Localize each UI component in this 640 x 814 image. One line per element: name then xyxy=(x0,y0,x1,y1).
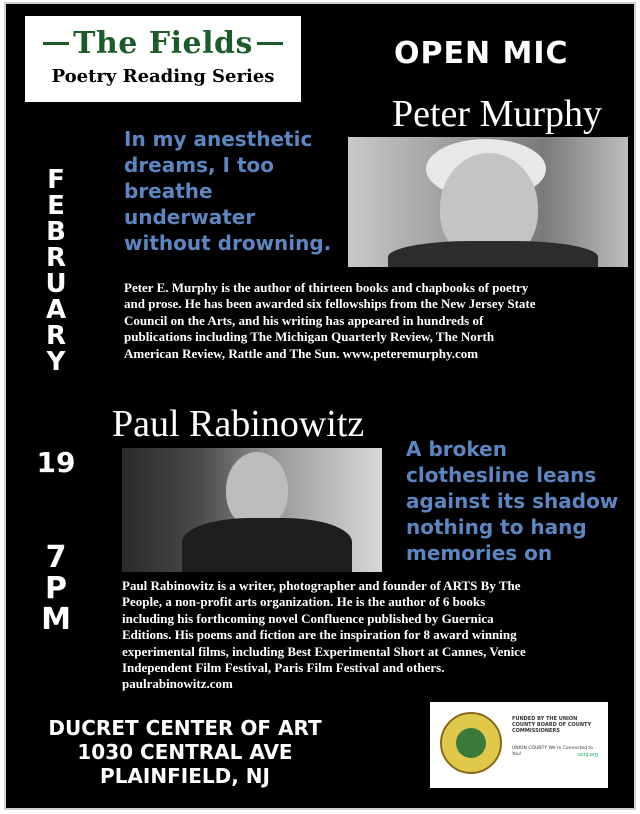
poet2-quote xyxy=(406,436,618,566)
event-month xyxy=(26,167,86,375)
bio-line: American Review, Rattle and The Sun. www.peteremurphy.com xyxy=(124,345,479,361)
shoulders-shape xyxy=(182,518,352,572)
sponsor-tagline: UNION COUNTY We're Connected to You! xyxy=(512,746,593,757)
quote-line: breathe xyxy=(124,179,213,203)
venue-line: DUCRET CENTER OF ART xyxy=(48,716,322,740)
quote-line: clothesline leans xyxy=(406,463,597,487)
poet2-name: Paul Rabinowitz xyxy=(112,403,365,445)
month-letter: R xyxy=(45,243,67,273)
series-title xyxy=(25,26,301,61)
poet1-quote xyxy=(124,126,331,256)
bio-line: People, a non-profit arts organization. He is the author of 6 books xyxy=(122,594,486,610)
time-char: 7 xyxy=(45,540,67,575)
event-time xyxy=(26,542,86,635)
bio-line: Peter E. Murphy is the author of thirteen books and chapbooks of poetry xyxy=(124,280,529,295)
time-char: M xyxy=(41,602,71,637)
quote-line: without drowning. xyxy=(124,231,332,255)
bio-line: and prose. He has been awarded six fellowships from the New Jersey State xyxy=(124,296,536,312)
series-subtitle: Poetry Reading Series xyxy=(51,66,275,87)
quote-line: memories on xyxy=(406,541,553,565)
poet2-photo xyxy=(122,448,382,572)
seal-center xyxy=(456,728,486,758)
face-shape xyxy=(226,452,288,528)
series-logo xyxy=(25,16,301,102)
series-title-text: The Fields xyxy=(73,26,253,61)
time-char: P xyxy=(45,571,67,606)
rule-right xyxy=(257,42,283,45)
venue-line: 1030 CENTRAL AVE xyxy=(77,740,293,764)
month-letter: A xyxy=(45,295,67,325)
sponsor-funded-text: FUNDED BY THE UNION COUNTY BOARD OF COUNTY COMMISSIONERS xyxy=(512,716,592,734)
month-letter: E xyxy=(47,191,65,221)
month-letter: U xyxy=(45,269,67,299)
quote-line: nothing to hang xyxy=(406,515,587,539)
shoulders-shape xyxy=(388,241,598,267)
sponsor-website: ucnj.org xyxy=(577,752,598,758)
event-day: 19 xyxy=(36,446,76,479)
month-letter: R xyxy=(45,321,67,351)
poet1-photo xyxy=(348,137,628,267)
sponsor-box xyxy=(430,702,608,788)
bio-line: including his forthcoming novel Confluence published by Guernica xyxy=(122,610,494,626)
event-type: OPEN MIC xyxy=(394,36,569,71)
rule-left xyxy=(43,42,69,45)
bio-line: Independent Film Festival, Paris Film Festival and others. xyxy=(122,660,445,676)
month-letter: B xyxy=(46,217,66,247)
quote-line: In my anesthetic xyxy=(124,127,313,151)
poet1-bio xyxy=(124,280,536,362)
bio-line: experimental films, including Best Experimental Short at Cannes, Venice xyxy=(122,643,526,659)
bio-line: paulrabinowitz.com xyxy=(122,676,233,692)
flyer xyxy=(4,2,636,810)
bio-line: Council on the Arts, and his writing has appeared in hundreds of xyxy=(124,312,484,328)
quote-line: dreams, I too xyxy=(124,153,274,177)
poet2-bio xyxy=(122,578,526,693)
month-letter: Y xyxy=(46,347,66,377)
quote-line: against its shadow xyxy=(406,489,619,513)
bio-line: Editions. His poems and fiction are the inspiration for 8 award winning xyxy=(122,627,517,643)
venue-address xyxy=(30,716,340,788)
bio-line: Paul Rabinowitz is a writer, photographer and founder of ARTS By The xyxy=(122,578,521,593)
quote-line: underwater xyxy=(124,205,256,229)
county-seal-icon xyxy=(440,712,502,774)
quote-line: A broken xyxy=(406,437,507,461)
poet1-name: Peter Murphy xyxy=(392,93,603,135)
venue-line: PLAINFIELD, NJ xyxy=(100,764,270,788)
month-letter: F xyxy=(47,165,65,195)
bio-line: publications including The Michigan Quarterly Review, The North xyxy=(124,329,495,345)
